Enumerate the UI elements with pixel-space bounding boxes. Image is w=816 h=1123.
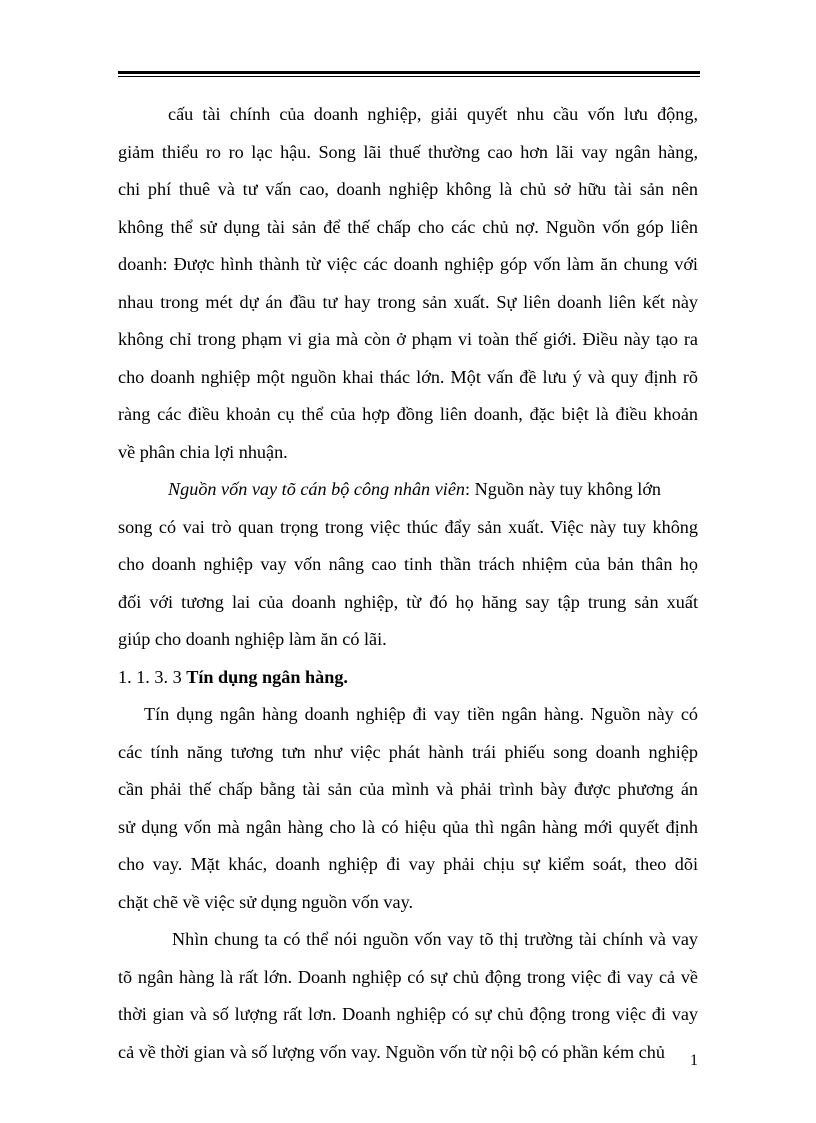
section-number: 1. 1. 3. 3 [118,666,187,687]
page-number: 1 [690,1052,698,1069]
text-line: cần phải thế chấp bằng tài sản của mình và phải trình bày được phương án [118,779,698,799]
text-line: cấu tài chính của doanh nghiệp, giải quyết nhu cầu vốn lưu động, [168,104,698,124]
text-line: chi phí thuê và tư vấn cao, doanh nghiệp không là chủ sở hữu tài sản nên [118,179,698,199]
text-line: tõ ngân hàng là rất lớn. Doanh nghiệp có sự chủ động trong việc đi vay cả về [118,966,698,987]
text-line: thời gian và số lượng rất lơn. Doanh nghiệp có sự chủ động trong việc đi vay [118,1004,698,1024]
text-line: chặt chẽ về việc sử dụng nguồn vốn vay. [118,891,414,912]
header-rule-thick [118,71,700,74]
first-line-rest: : Nguồn này tuy không lớn [465,479,662,499]
text-line: nhau trong mét dự án đầu tư hay trong sản xuất. Sự liên doanh liên kết này [118,291,698,312]
document-body [118,96,698,1071]
text-line: cho doanh nghiệp một nguồn khai thác lớn. Một vấn đề lưu ý và quy định rõ [118,366,698,387]
text-line: giảm thiểu ro ro lạc hậu. Song lãi thuế thường cao hơn lãi vay ngân hàng, [118,141,698,162]
text-line: cho vay. Mặt khác, doanh nghiệp đi vay phải chịu sự kiểm soát, theo dõi [118,854,698,874]
text-line: cả về thời gian và số lượng vốn vay. Nguồn vốn từ nội bộ có phần kém chủ [118,1041,665,1062]
text-line: giúp cho doanh nghiệp làm ăn có lãi. [118,629,387,649]
text-line: cho doanh nghiệp vay vốn nâng cao tinh thần trách nhiệm của bản thân họ [118,554,698,574]
text-line: không thể sử dụng tài sản để thế chấp cho các chủ nợ. Nguồn vốn góp liên [118,216,698,237]
section-title: Tín dụng ngân hàng. [186,666,348,687]
italic-lead: Nguồn vốn vay tõ cán bộ công nhân viên [168,479,465,499]
text-line: đối với tương lai của doanh nghiệp, từ đó họ hăng say tập trung sản xuất [118,591,698,612]
text-line: doanh: Được hình thành từ việc các doanh nghiệp góp vốn làm ăn chung với [118,254,698,274]
text-line: về phân chia lợi nhuận. [118,441,288,462]
section-heading [118,659,698,697]
header-rule-thin [118,76,700,77]
text-line: song có vai trò quan trọng trong việc thúc đẩy sản xuất. Việc này tuy không [118,516,698,537]
text-line: sử dụng vốn mà ngân hàng cho là có hiệu qủa thì ngân hàng mới quyết định [118,816,698,837]
text-line: ràng các điều khoản cụ thể của hợp đồng liên doanh, đặc biệt là điều khoản [118,404,698,424]
text-line: Tín dụng ngân hàng doanh nghiệp đi vay tiền ngân hàng. Nguồn này có [144,704,698,724]
text-line: không chỉ trong phạm vi gia mà còn ở phạm vi toàn thế giới. Điều này tạo ra [118,329,698,349]
paragraph-first-line [118,471,698,509]
text-line: các tính năng tương tưn như việc phát hành trái phiếu song doanh nghiệp [118,741,698,762]
text-line: Nhìn chung ta có thể nói nguồn vốn vay tõ thị trường tài chính và vay [172,929,698,949]
